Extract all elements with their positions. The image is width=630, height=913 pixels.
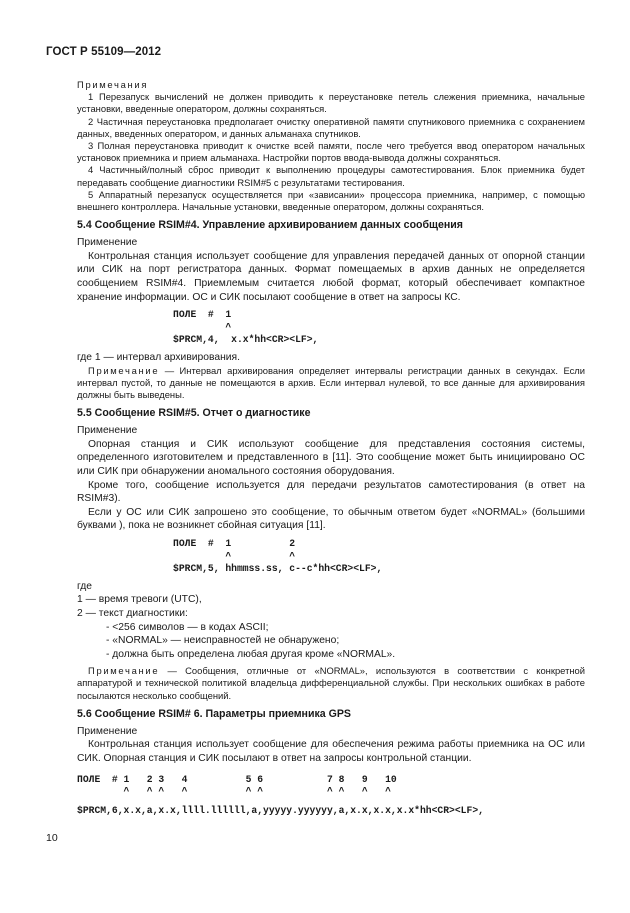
document-header: ГОСТ Р 55109—2012 <box>46 46 162 58</box>
code-field-row: ПОЛЕ # 1 2 <box>173 537 296 549</box>
code-field-row: ПОЛЕ # 1 <box>173 309 232 321</box>
code-format-row: $PRCM,6,x.x,a,x.x,llll.llllll,a,yyyyy.yyyyyy,a,x.x,x.x,x.x*hh<CR><LF>, <box>77 804 484 816</box>
rsim6-format <box>77 774 585 818</box>
code-caret-row: ^ ^ ^ ^ ^ ^ ^ ^ ^ ^ <box>77 786 391 798</box>
note-label: Примечание <box>88 665 160 677</box>
where-clause: где 1 — интервал архивирования. <box>77 351 240 363</box>
code-format-row: $PRCM,5, hhmmss.ss, c--c*hh<CR><LF>, <box>173 563 383 575</box>
list-item: - <256 символов — в кодах ASCII; <box>106 621 269 633</box>
section-5-6-heading: 5.6 Сообщение RSIM# 6. Параметры приемника GPS <box>77 707 351 720</box>
section-5-5-note <box>77 665 585 702</box>
note-item-2: 2 Частичная переустановка предполагает очистку оперативной памяти спутникового приемника с сохранением данных, введенных оператором, и данных альманаха спутников. <box>77 115 585 139</box>
note-item-3: 3 Полная переустановка приводит к очистке всей памяти, после чего требуется ввод оператором начальных установок приемника и прием альманаха. Настройки портов ввода-вывода должны сохраняться. <box>77 140 585 164</box>
where-item-1: 1 — время тревоги (UTC), <box>77 594 202 606</box>
rsim4-format <box>77 309 585 347</box>
code-field-row: ПОЛЕ # 1 2 3 4 5 6 7 8 9 10 <box>77 773 397 785</box>
note-text: — Интервал архивирования определяет интервалы регистрации данных в секундах. Если интервал пустой, то данные не помещаются в архив. Если интервал нулевой, то все данные для архивирования должны быть выведены. <box>77 364 585 400</box>
page-number: 10 <box>46 832 58 844</box>
section-5-5-body <box>77 424 585 533</box>
where-item-2: 2 — текст диагностики: <box>77 607 188 619</box>
section-5-5-heading: 5.5 Сообщение RSIM#5. Отчет о диагностике <box>77 407 311 420</box>
section-5-4-note <box>77 365 585 402</box>
section-5-5-p3: Если у ОС или СИК запрошено это сообщение, то обычным ответом будет «NORMAL» (большими буквами ), пока не возникнет сбойная ситуация [11]. <box>77 506 585 532</box>
notes-block <box>77 79 585 213</box>
note-text: — Сообщения, отличные от «NORMAL», используются в соответствии с конкретной аппаратурой и технической политикой владельца дифференциальной службы. При нескольких ошибках в работе посылаются несколько сообщений. <box>77 665 585 701</box>
section-5-4-body <box>77 236 585 304</box>
where-clause: где <box>77 580 93 592</box>
list-item: - должна быть определена любая другая кроме «NORMAL». <box>106 648 396 660</box>
section-5-6-body <box>77 725 585 766</box>
note-label: Примечание <box>88 364 160 376</box>
page-content <box>77 79 585 821</box>
application-label: Применение <box>77 237 138 249</box>
rsim5-format <box>77 538 585 576</box>
note-item-5: 5 Аппаратный перезапуск осуществляется при «зависании» процессора приемника, например, с помощью внешнего контроллера. Начальные установки, введенные оператором, должны сохраняться. <box>77 188 585 213</box>
note-item-1: 1 Перезапуск вычислений не должен приводить к переустановке петель слежения приемника, начальные установки, введенные оператором, должны сохраняться. <box>77 91 585 115</box>
section-5-6-text: Контрольная станция использует сообщение для обеспечения режима работы приемника на ОС или СИК. Опорная станция и СИК посылают в ответ на запросы контрольной станции. <box>77 739 585 765</box>
section-5-4-text: Контрольная станция использует сообщение для управления передачей данных от опорной станции или СИК на порт регистратора данных. Формат помещаемых в архив данных не определяется сообщением RSIM#4. Приемлемым считается любой формат, который обеспечивает компактное хранение информации. ОС и СИК посылают сообщение в ответ на запросы КС. <box>77 250 585 303</box>
note-item-4: 4 Частичный/полный сброс приводит к выполнению процедуры самотестирования. Блок приемника будет передавать сообщение диагностики RSIM#5 с результатами тестирования. <box>77 164 585 188</box>
code-caret-row: ^ <box>173 321 232 333</box>
section-5-5-p1: Опорная станция и СИК используют сообщение для представления состояния системы, определенного изготовителем и представленного в [11]. Это сообщение может быть инициировано ОС или СИК при обнаружении аномального состояния оборудования. <box>77 438 585 477</box>
rsim5-where-list <box>77 580 585 662</box>
section-5-4-heading: 5.4 Сообщение RSIM#4. Управление архивированием данных сообщения <box>77 219 463 232</box>
list-item: - «NORMAL» — неисправностей не обнаружено; <box>106 635 340 647</box>
application-label: Применение <box>77 425 138 437</box>
code-format-row: $PRCM,4, x.x*hh<CR><LF>, <box>173 334 319 346</box>
section-5-5-p2: Кроме того, сообщение используется для передачи результатов самотестирования (в ответ на RSIM#3). <box>77 479 585 505</box>
notes-title: Примечания <box>77 79 149 90</box>
application-label: Применение <box>77 725 138 737</box>
code-caret-row: ^ ^ <box>173 550 296 562</box>
